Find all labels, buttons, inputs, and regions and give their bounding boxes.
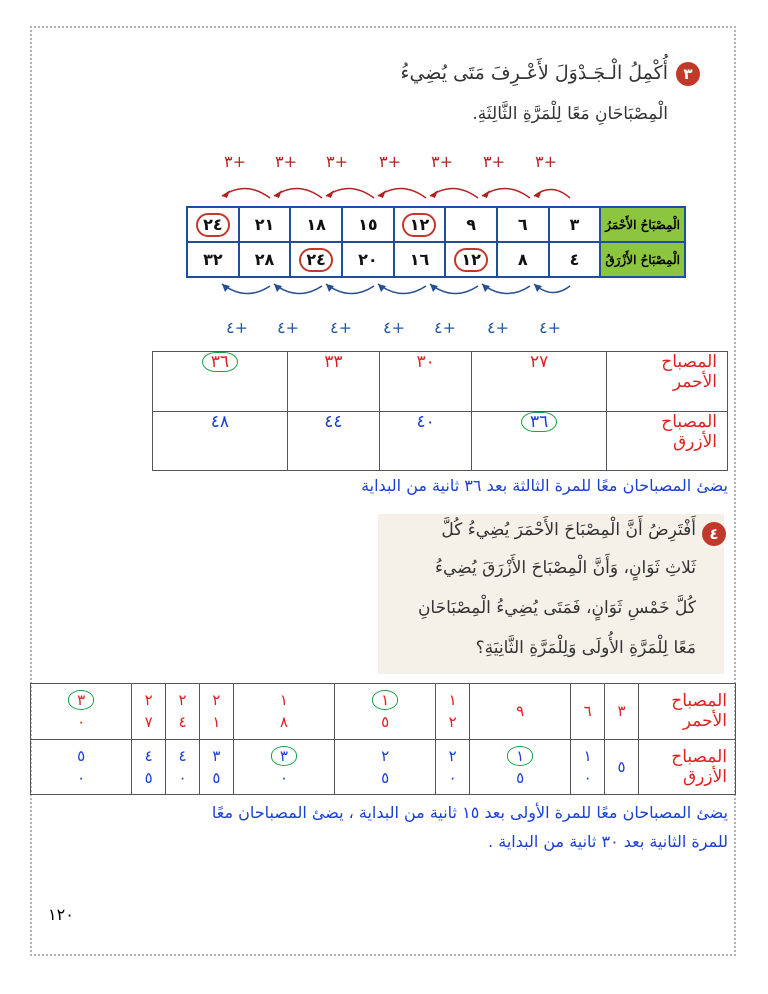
- blue-step-label: ٤+: [226, 318, 248, 337]
- red-step-label: ٣+: [379, 152, 401, 171]
- table-cell: ٥ ٠: [31, 739, 132, 795]
- circled-value: ٣: [271, 746, 297, 766]
- red-step-label: ٣+: [535, 152, 557, 171]
- circled-value: ٣٦: [202, 352, 238, 372]
- blue-arc-icon: [274, 284, 322, 294]
- question-4-line-3: كُلَّ خَمْسِ ثَوَانٍ، فَمَتَى يُضِيءُ الْمِصْبَاحَانِ: [417, 598, 696, 618]
- table-cell: ٢ ٧: [132, 684, 166, 740]
- red-arrow-arcs: [200, 174, 580, 204]
- blue-step-label: ٤+: [383, 318, 405, 337]
- red-step-label: ٣+: [275, 152, 297, 171]
- table-cell: ٢٧: [472, 352, 607, 412]
- table-cell: ٢ ١: [199, 684, 233, 740]
- table-cell: ١ ٨: [233, 684, 334, 740]
- red-lamp-label: المصباح الأحمر: [639, 684, 736, 740]
- question-4-line-1: أَفْتَرِضُ أَنَّ الْمِصْبَاحَ الأَحْمَرَ يُضِيءُ كُلَّ: [441, 520, 696, 540]
- table-cell: ٢٨: [239, 242, 291, 277]
- table-cell: ٢١: [239, 207, 291, 242]
- blue-step-label: ٤+: [539, 318, 561, 337]
- table-cell: [187, 207, 239, 242]
- table-cell: ٩: [470, 684, 571, 740]
- table-row: [187, 207, 685, 242]
- table-cell: ٣٣: [287, 352, 379, 412]
- circled-value: ٢٤: [299, 248, 333, 272]
- blue-arc-icon: [326, 284, 374, 294]
- table-cell: ٢ ٥: [335, 739, 436, 795]
- table-row: [31, 739, 736, 795]
- red-step-label: ٣+: [326, 152, 348, 171]
- table-cell: ٤ ٠: [166, 739, 200, 795]
- red-arc-icon: [378, 188, 426, 198]
- red-arc-icon: [482, 188, 530, 198]
- blue-step-label: ٤+: [487, 318, 509, 337]
- circled-value: ٣٦: [521, 412, 557, 432]
- question-3-line-1: أُكْمِلُ الْـجَـدْوَلَ لأَعْـرِفَ مَتَى يُضِيءُ: [400, 62, 668, 84]
- table-cell: ٣ ٠: [31, 684, 132, 740]
- circled-value: ١: [507, 746, 533, 766]
- table-row: [187, 242, 685, 277]
- table-cell: ٦: [571, 684, 605, 740]
- question-number-badge: ٤: [702, 522, 726, 546]
- table-cell: ٣: [605, 684, 639, 740]
- red-lamp-label: المصباح الأحمر: [607, 352, 728, 412]
- red-step-label: ٣+: [483, 152, 505, 171]
- blue-arc-icon: [482, 284, 530, 294]
- table-cell: ٣ ٥: [199, 739, 233, 795]
- table-cell: ٨: [497, 242, 549, 277]
- table-row: [153, 411, 728, 471]
- red-lamp-header: الْمِصْبَاحُ الأَحْمَرُ: [600, 207, 685, 242]
- blue-step-label: ٤+: [277, 318, 299, 337]
- table-cell: ٤٤: [287, 411, 379, 471]
- table-row: [31, 684, 736, 740]
- lamp-table: [186, 206, 686, 278]
- circled-value: ١٢: [454, 248, 488, 272]
- red-arc-icon: [430, 188, 478, 198]
- table-cell: [290, 242, 342, 277]
- red-step-label: ٣+: [431, 152, 453, 171]
- question-4-line-2: ثَلاثِ ثَوَانٍ، وَأَنَّ الْمِصْبَاحَ الأَزْرَقَ يُضِيءُ: [435, 558, 696, 578]
- blue-step-label: ٤+: [434, 318, 456, 337]
- table-cell: ٣: [549, 207, 601, 242]
- blue-step-label: ٤+: [330, 318, 352, 337]
- table-cell: ١٦: [394, 242, 446, 277]
- table-cell: ٤٨: [153, 411, 288, 471]
- table-cell: [472, 411, 607, 471]
- table-cell: ٣ ٠: [233, 739, 334, 795]
- table-cell: ٣٠: [380, 352, 472, 412]
- table-cell: ٢ ٠: [436, 739, 470, 795]
- red-step-label: ٣+: [224, 152, 246, 171]
- table-cell: ٣٢: [187, 242, 239, 277]
- table-cell: [153, 352, 288, 412]
- table-cell: ٤: [549, 242, 601, 277]
- red-arc-icon: [222, 188, 270, 198]
- table-cell: ٩: [445, 207, 497, 242]
- answer-text-2-line-1: يضئ المصباحان معًا للمرة الأولى بعد ١٥ ثانية من البداية ، يضئ المصباحان معًا: [211, 803, 728, 822]
- blue-arc-icon: [430, 284, 478, 294]
- table-cell: ٢٠: [342, 242, 394, 277]
- blue-lamp-header: الْمِصْبَاحُ الأَزْرَقُ: [600, 242, 685, 277]
- circled-value: ٣: [68, 690, 94, 710]
- blue-arc-icon: [378, 284, 426, 294]
- table-cell: ١ ٥: [335, 684, 436, 740]
- circled-value: ١: [372, 690, 398, 710]
- page-number: ١٢٠: [48, 905, 74, 924]
- answer-text-1: يضئ المصباحان معًا للمرة الثالثة بعد ٣٦ ثانية من البداية: [361, 476, 728, 495]
- answer-table-2: [30, 683, 736, 795]
- blue-arc-icon: [222, 284, 270, 294]
- question-4-line-4: مَعًا لِلْمَرَّةِ الأُولَى وَلِلْمَرَّةِ الثَّانِيَةِ؟: [475, 638, 696, 658]
- question-3-line-2: الْمِصْبَاحَانِ مَعًا لِلْمَرَّةِ الثَّالِثَةِ.: [472, 104, 668, 124]
- blue-lamp-label: المصباح الأزرق: [607, 411, 728, 471]
- table-cell: ١٥: [342, 207, 394, 242]
- table-cell: ٤ ٥: [132, 739, 166, 795]
- circled-value: ١٢: [402, 213, 436, 237]
- red-arc-icon: [274, 188, 322, 198]
- table-cell: [394, 207, 446, 242]
- table-cell: ١ ٠: [571, 739, 605, 795]
- question-number-badge: ٣: [676, 62, 700, 86]
- red-arc-icon: [326, 188, 374, 198]
- table-cell: ١ ٥: [470, 739, 571, 795]
- answer-table-1: [152, 351, 728, 471]
- table-cell: ٥: [605, 739, 639, 795]
- blue-lamp-label: المصباح الأزرق: [639, 739, 736, 795]
- circled-value: ٢٤: [196, 213, 230, 237]
- blue-arrow-arcs: [200, 280, 580, 308]
- table-cell: [445, 242, 497, 277]
- table-cell: ٤٠: [380, 411, 472, 471]
- table-cell: ١ ٢: [436, 684, 470, 740]
- table-row: [153, 352, 728, 412]
- table-cell: ١٨: [290, 207, 342, 242]
- table-cell: ٢ ٤: [166, 684, 200, 740]
- answer-text-2-line-2: للمرة الثانية بعد ٣٠ ثانية من البداية .: [488, 832, 728, 851]
- table-cell: ٦: [497, 207, 549, 242]
